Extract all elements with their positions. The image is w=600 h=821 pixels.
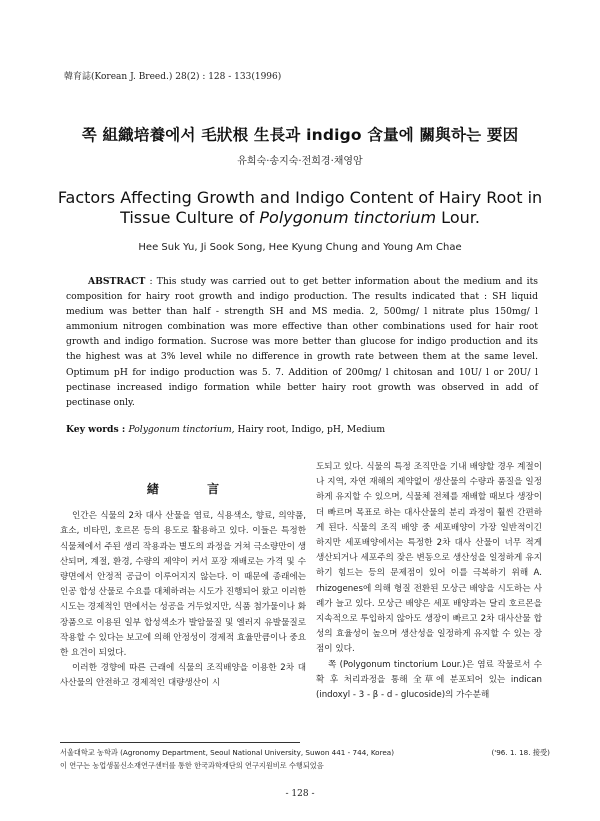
received-date: ('96. 1. 18. 接受) xyxy=(491,748,550,757)
affiliation-text: 서울대학교 농학과 (Agronomy Department, Seoul National University, Suwon 441 - 744, Korea) xyxy=(60,748,395,757)
footnote-divider xyxy=(60,742,300,743)
english-title xyxy=(40,188,560,228)
keywords-label: Key words xyxy=(66,424,119,435)
keywords-species: Polygonum tinctorium, xyxy=(128,424,235,435)
english-authors: Hee Suk Yu, Ji Sook Song, Hee Kyung Chung and Young Am Chae xyxy=(138,242,462,253)
intro-paragraph-3: 도되고 있다. 식물의 특정 조직만을 기내 배양할 경우 계절이나 지역, 자연 재해의 제약없이 생산물의 수량과 품질을 일정하게 유지할 수 있으며, 식물체 전체를 재배할 때보다 생장이 더 빠르며 목표로 하는 대사산물의 분리 과정이 훨씬 간편하게 된다. 식물의 조직 배양 중 세포배양이 가장 일반적이긴 하지만 세포배양에서는 특정한 2차 대사 산물이 너무 적게 생산되거나 세포주의 잦은 변동으로 생산성을 일정하게 유지하기 힘드는 등의 문제점이 있어 이를 극복하기 위해 A. rhizogenes에 의해 형질 전환된 모상근 배양을 시도하는 사례가 늘고 있다. 모상근 배양은 세포 배양과는 달리 호르몬을 지속적으로 투입하지 않아도 생장이 빠르고 2차 대사산물 합성의 효율성이 높으며 생산성을 일정하게 유지할 수 있는 장점이 있다. xyxy=(316,462,542,655)
english-title-line1: Factors Affecting Growth and Indigo Content of Hairy Root in xyxy=(57,188,543,207)
footnote-support: 이 연구는 농업생물신소재연구센터를 통한 한국과학재단의 연구지원비로 수행되었음 xyxy=(60,761,324,770)
keywords-rest: Hairy root, Indigo, pH, Medium xyxy=(234,424,386,435)
keywords: Key words : Polygonum tinctorium, Hairy root, Indigo, pH, Medium xyxy=(66,424,386,435)
page-number: - 128 - xyxy=(285,789,315,799)
english-title-suffix: Lour. xyxy=(436,208,480,227)
english-title-line2 xyxy=(40,208,560,228)
footnote-affiliation xyxy=(60,748,550,758)
english-title-species: Polygonum tinctorium xyxy=(259,208,437,227)
abstract-label: ABSTRACT xyxy=(88,276,146,287)
right-column xyxy=(316,460,542,703)
english-title-prefix: Tissue Culture of xyxy=(120,208,260,227)
intro-paragraph-2: 이러한 경향에 따른 근래에 식물의 조직배양을 이용한 2차 대사산물의 안전하고 경제적인 대량생산이 시 xyxy=(60,663,306,689)
abstract-text: : This study was carried out to get better information about the medium and its composition for hairy root growth and indigo production. The results indicated that : SH liquid medium was better than half - strength SH and MS media. 2, 500mg/ l nitrate plus 150mg/ l ammonium nitrogen combination was more effective than other combinations used for hair root growth and indigo formation. Sucrose was more better than glucose for indigo production and its the highest was at 3% level while no difference in growth rate between them at the same level. Optimum pH for indigo production was 5. 7. Addition of 200mg/ l chitosan and 10U/ l or 20U/ l pectinase increased indigo formation while better hairy root growth was observed in add of pectinase only. xyxy=(66,276,538,408)
intro-paragraph-4: 쪽 (Polygonum tinctorium Lour.)은 염료 작물로서 수확 후 처리과정을 통해 全草에 분포되어 있는 indican (indoxyl - 3 - β - d - glucoside)의 가수분해 xyxy=(316,659,542,701)
left-column xyxy=(60,460,306,692)
korean-title: 쪽 組織培養에서 毛狀根 生長과 indigo 含量에 關與하는 要因 xyxy=(81,126,519,144)
korean-authors: 유희숙·송지숙·전희경·채영암 xyxy=(237,156,363,167)
intro-paragraph-1: 인간은 식물의 2차 대사 산물을 염료, 식용색소, 향료, 의약품, 효소, 비타민, 호르몬 등의 용도로 활용하고 있다. 이들은 특정한 식물체에서 주된 생리 작용과는 별도의 과정을 거쳐 극소량만이 생산되며, 계절, 환경, 수량의 제약이 커서 포장 재배로는 가격 및 수량면에서 안정적 공급이 이루어지지 않는다. 이 때문에 종래에는 인공 합성 산물로 수요를 대체하려는 시도가 진행되어 왔고 이러한 시도는 경제적인 면에서는 성공을 거두었지만, 식품 첨가물이나 화장품으로 이용된 일부 합성색소가 발암물질 및 엘러지 유발물질로 작용할 수 있다는 보고에 의해 안정성이 경제적 효율만큼이나 중요한 요건이 되었다. xyxy=(60,511,306,659)
section-heading-introduction: 緖 言 xyxy=(146,482,242,496)
abstract xyxy=(66,274,538,410)
journal-citation: 韓育誌(Korean J. Breed.) 28(2) : 128 - 133(1996) xyxy=(64,72,282,82)
